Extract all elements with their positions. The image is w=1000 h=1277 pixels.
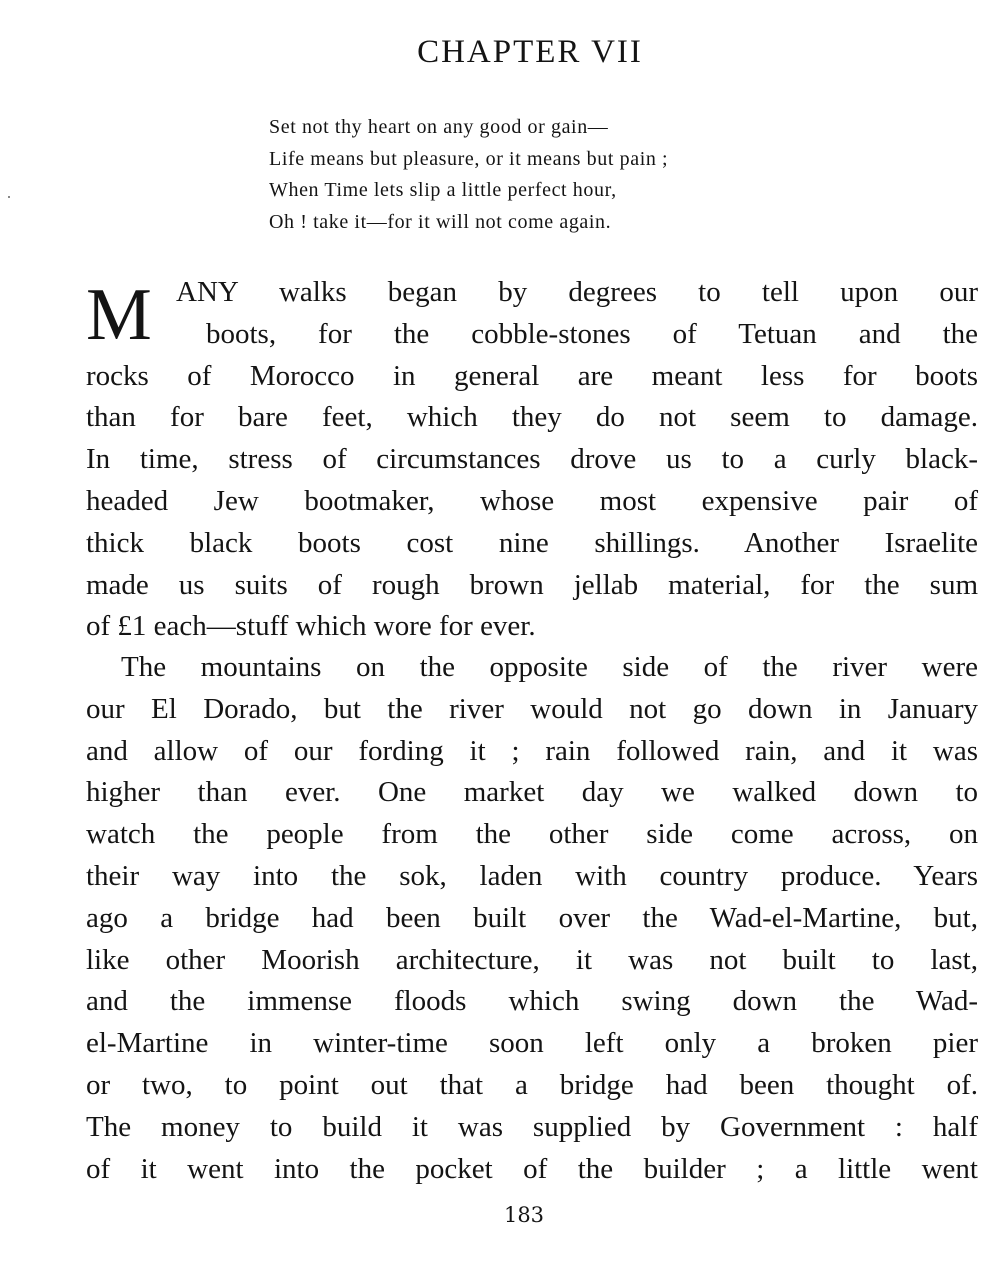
text-line: than for bare feet, which they do not seem to damage. xyxy=(86,401,978,434)
epigraph-line: When Time lets slip a little perfect hour, xyxy=(269,179,617,201)
epigraph-line: Set not thy heart on any good or gain— xyxy=(269,116,609,138)
text-line: el-Martine in winter-time soon left only a broken pier xyxy=(86,1027,978,1060)
page-number: 183 xyxy=(503,1203,545,1227)
text-line: headed Jew bootmaker, whose most expensive pair of xyxy=(86,484,978,517)
text-line: of it went into the pocket of the builder ; a little went xyxy=(86,1152,978,1185)
text-line: our El Dorado, but the river would not go down in January xyxy=(86,692,978,725)
text-line: made us suits of rough brown jellab material, for the sum xyxy=(86,568,978,601)
text-line: rocks of Morocco in general are meant less for boots xyxy=(86,359,978,392)
paragraph-1 xyxy=(86,272,978,648)
epigraph-line: Oh ! take it—for it will not come again. xyxy=(269,210,612,233)
text-line: and allow of our fording it ; rain followed rain, and it was xyxy=(86,734,978,767)
chapter-title: CHAPTER VII xyxy=(417,34,643,70)
text-line: ago a bridge had been built over the Wad-el-Martine, but, xyxy=(86,901,978,934)
epigraph-line: Life means but pleasure, or it means but pain ; xyxy=(269,147,669,170)
drop-cap: M xyxy=(86,274,152,356)
text-line: The mountains on the opposite side of the river were xyxy=(121,651,978,683)
text-line: or two, to point out that a bridge had been thought of. xyxy=(86,1068,978,1101)
margin-mark xyxy=(8,196,10,198)
text-line: of £1 each—stuff which wore for ever. xyxy=(86,610,536,643)
text-line: boots, for the cobble-stones of Tetuan and the xyxy=(206,317,978,350)
text-line: like other Moorish architecture, it was not built to last, xyxy=(86,943,978,976)
paragraph-2 xyxy=(86,647,978,1190)
text-line: higher than ever. One market day we walked down to xyxy=(86,776,978,809)
text-line: The money to build it was supplied by Government : half xyxy=(86,1110,978,1143)
text-line: ANY walks began by degrees to tell upon our xyxy=(176,276,978,308)
text-line: thick black boots cost nine shillings. Another Israelite xyxy=(86,526,978,559)
text-line: and the immense floods which swing down the Wad- xyxy=(86,985,978,1018)
text-line: watch the people from the other side come across, on xyxy=(86,818,978,851)
text-line: In time, stress of circumstances drove us to a curly black- xyxy=(86,443,978,476)
epigraph xyxy=(269,112,829,238)
text-line: their way into the sok, laden with country produce. Years xyxy=(86,859,978,892)
